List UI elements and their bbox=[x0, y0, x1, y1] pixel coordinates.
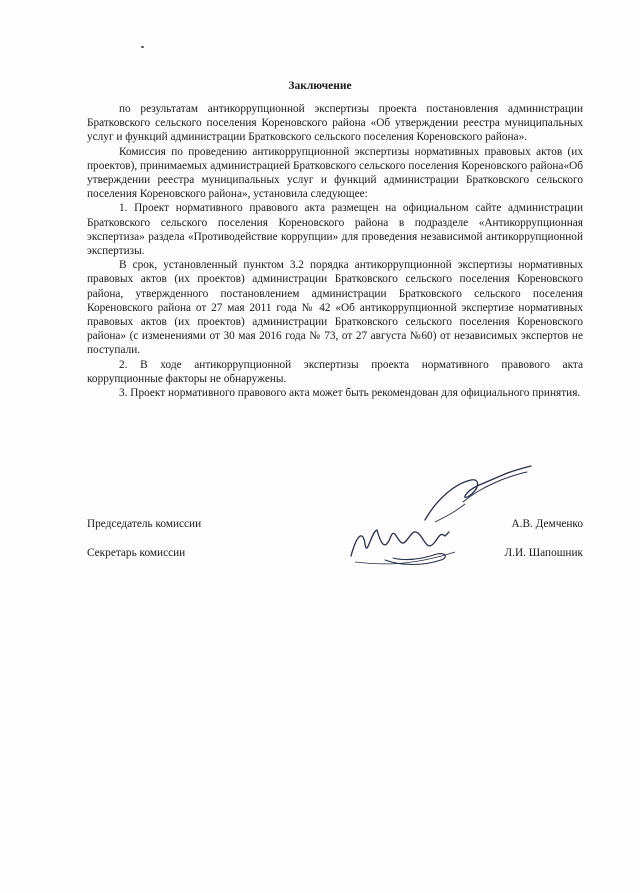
secretary-signature bbox=[345, 512, 475, 577]
document-body bbox=[87, 102, 583, 400]
chairman-label: Председатель комиссии bbox=[87, 518, 202, 530]
commission-paragraph: Комиссия по проведению антикоррупционной экспертизы нормативных правовых актов (их проектов), принимаемых администрацией Братковского сельского поселения Кореновского района«Об утверждении реестра муниципальных услуг и функций администрации Братковского сельского поселения Кореновского района», установила следующее: bbox=[87, 145, 583, 201]
deadline-paragraph: В срок, установленный пунктом 3.2 порядка антикоррупционной экспертизы нормативных правовых актов (их проектов) администрации Братковского сельского поселения Кореновского района, утвержденного постановлением администрации Братковского сельского поселения Кореновского района от 27 мая 2011 года № 42 «Об антикоррупционной экспертизе нормативных правовых актов (их проектов) администрации Братковского сельского поселения Кореновского района» (с изменениями от 30 мая 2016 года № 73, от 27 августа №60) от независимых экспертов не поступали. bbox=[87, 259, 583, 357]
secretary-name: Л.И. Шапошник bbox=[504, 547, 583, 559]
document-title: Заключение bbox=[288, 80, 352, 92]
chairman-name: А.В. Демченко bbox=[511, 518, 583, 530]
intro-paragraph: по результатам антикоррупционной экспертизы проекта постановления администрации Братковского сельского поселения Кореновского района «Об утверждении реестра муниципальных услуг и функций администрации Братковского сельского поселения Кореновского района». bbox=[87, 103, 583, 144]
scan-speck bbox=[141, 46, 144, 48]
finding-3-paragraph: 3. Проект нормативного правового акта может быть рекомендован для официального принятия. bbox=[119, 387, 581, 400]
finding-1-paragraph: 1. Проект нормативного правового акта размещен на официальном сайте администрации Братковского сельского поселения Кореновского района в подразделе «Антикоррупционная экспертиза» раздела «Противодействие коррупции» для проведения независимой антикоррупционной экспертизы. bbox=[87, 202, 583, 258]
finding-2-paragraph: 2. В ходе антикоррупционной экспертизы проекта нормативного правового акта коррупционные факторы не обнаружены. bbox=[87, 358, 583, 385]
secretary-label: Секретарь комиссии bbox=[87, 547, 186, 559]
